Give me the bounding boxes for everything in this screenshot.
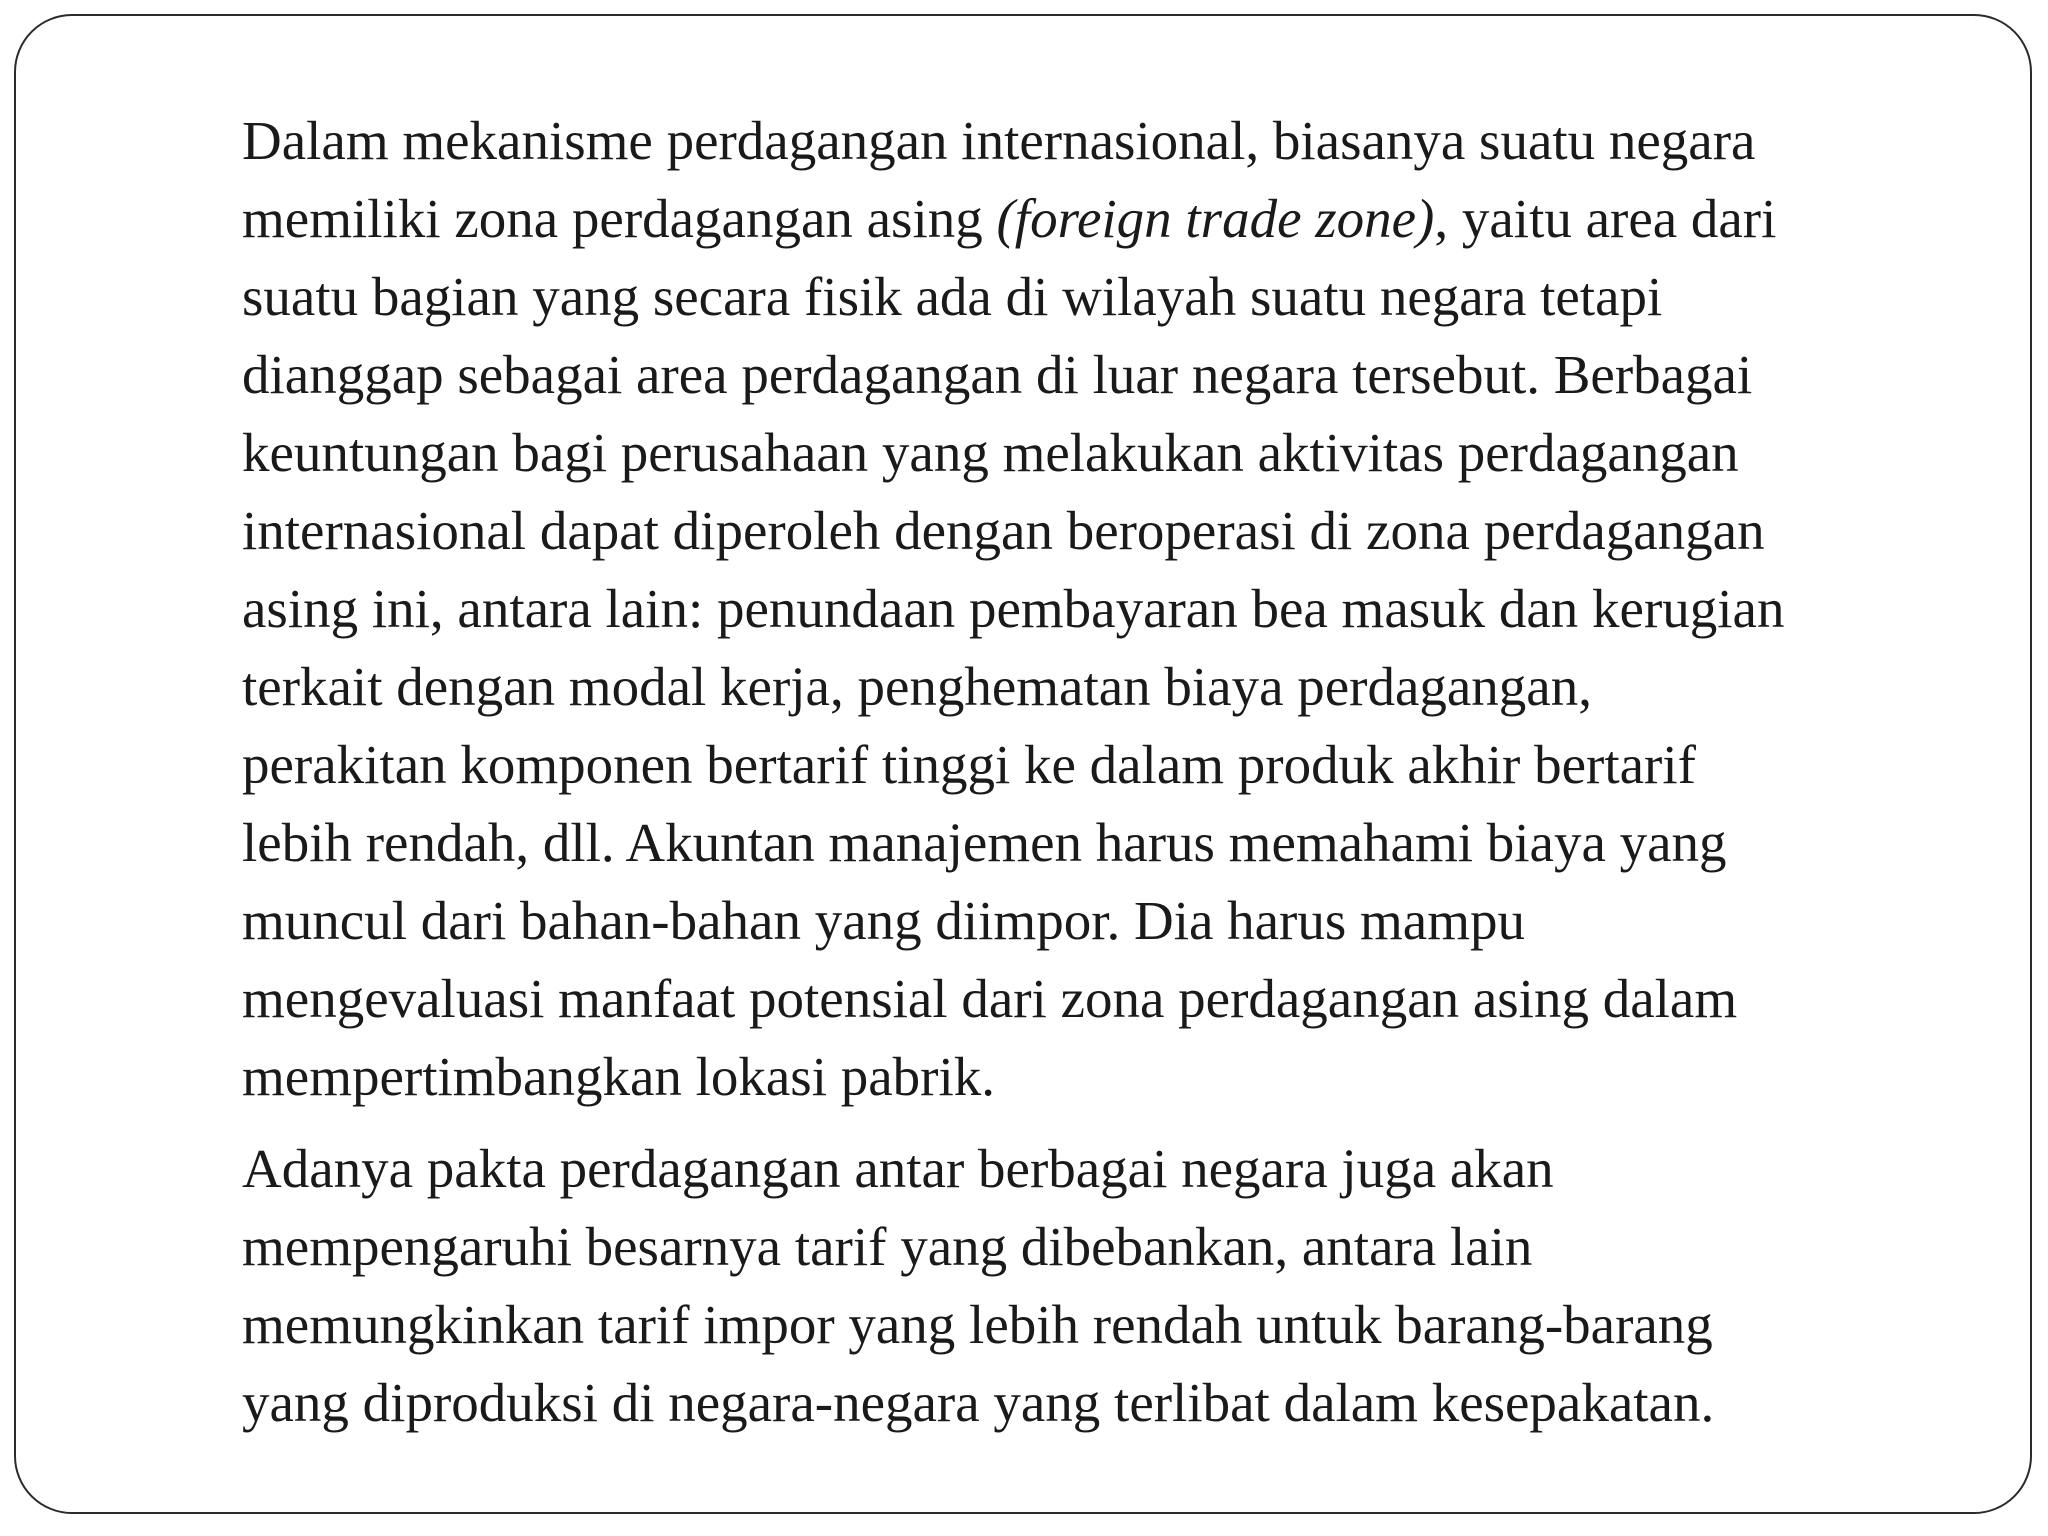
text-segment: perakitan komponen bertarif tinggi ke dalam produk akhir bertarif: [242, 734, 1696, 795]
text-line: [242, 414, 1942, 492]
text-line: [242, 258, 1942, 336]
text-segment: , yaitu area dari: [1434, 188, 1777, 249]
text-line: [242, 1364, 1942, 1442]
text-line: [242, 180, 1942, 258]
text-segment: lebih rendah, dll. Akuntan manajemen harus memahami biaya yang: [242, 812, 1727, 873]
text-line: [242, 336, 1942, 414]
text-segment: internasional dapat diperoleh dengan beroperasi di zona perdagangan: [242, 500, 1765, 561]
text-segment: mempengaruhi besarnya tarif yang dibebankan, antara lain: [242, 1216, 1533, 1277]
italic-term: (foreign trade zone): [996, 188, 1435, 249]
text-segment: mengevaluasi manfaat potensial dari zona perdagangan asing dalam: [242, 968, 1738, 1029]
text-line: [242, 1038, 1942, 1116]
text-segment: mempertimbangkan lokasi pabrik.: [242, 1046, 996, 1107]
text-line: [242, 570, 1942, 648]
text-segment: Dalam mekanisme perdagangan internasional, biasanya suatu negara: [242, 110, 1756, 171]
text-segment: suatu bagian yang secara fisik ada di wilayah suatu negara tetapi: [242, 266, 1663, 327]
text-segment: keuntungan bagi perusahaan yang melakukan aktivitas perdagangan: [242, 422, 1739, 483]
text-segment: muncul dari bahan-bahan yang diimpor. Dia harus mampu: [242, 890, 1525, 951]
text-line: [242, 960, 1942, 1038]
text-line: [242, 1286, 1942, 1364]
text-segment: memungkinkan tarif impor yang lebih rendah untuk barang-barang: [242, 1294, 1713, 1355]
text-line: [242, 726, 1942, 804]
text-segment: yang diproduksi di negara-negara yang terlibat dalam kesepakatan.: [242, 1372, 1715, 1433]
slide-body: [242, 102, 1942, 1442]
text-line: [242, 102, 1942, 180]
text-segment: memiliki zona perdagangan asing: [242, 188, 997, 249]
paragraph-2: [242, 1130, 1942, 1442]
paragraph-1: [242, 102, 1942, 1116]
text-line: [242, 648, 1942, 726]
text-segment: terkait dengan modal kerja, penghematan biaya perdagangan,: [242, 656, 1592, 717]
text-line: [242, 1208, 1942, 1286]
text-segment: asing ini, antara lain: penundaan pembayaran bea masuk dan kerugian: [242, 578, 1785, 639]
text-line: [242, 804, 1942, 882]
slide-frame: [14, 14, 2032, 1514]
text-segment: Adanya pakta perdagangan antar berbagai negara juga akan: [242, 1138, 1554, 1199]
text-line: [242, 492, 1942, 570]
text-line: [242, 1130, 1942, 1208]
text-line: [242, 882, 1942, 960]
text-segment: dianggap sebagai area perdagangan di luar negara tersebut. Berbagai: [242, 344, 1753, 405]
